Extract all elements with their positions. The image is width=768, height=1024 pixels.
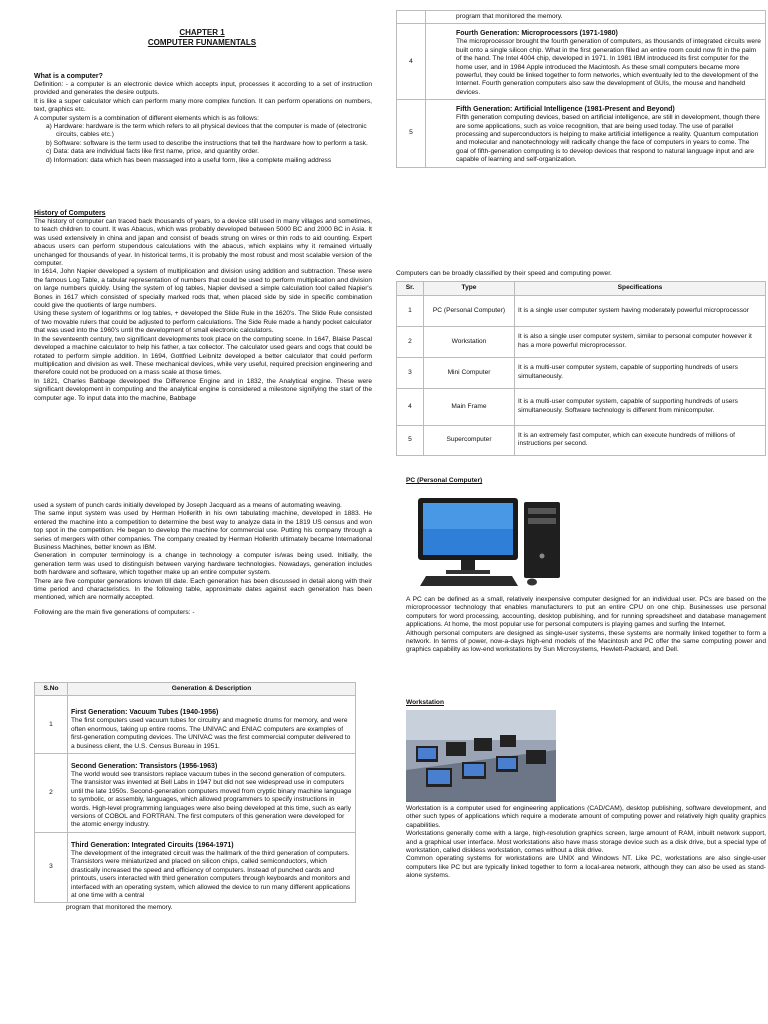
table-row	[397, 388, 766, 425]
row-number: 5	[397, 100, 426, 167]
table-row	[397, 326, 766, 357]
continued-para: used a system of punch cards initially developed by Joseph Jacquard as a means of automating weaving.	[34, 502, 342, 509]
table-top-tail: program that monitored the memory.	[426, 11, 766, 24]
history-para: The history of computer can traced back thousands of years, to a device still used in many villages and sometimes, to teach children to count. It was Abacus, which was probably developed between 5000 BC and 2000 BC in Asia. It was used extensively in china and japan and consist of beads strung on wires or thin rods to aid counting. Expert abacus users can perform stupendous calculations with the abacus, which explains why it remained virtually unchanged for thousands of year. In historical terms, it is probably the most robust and most scalable version of the computer.	[34, 218, 372, 268]
classification-intro: Computers can be broadly classified by their speed and computing power.	[396, 270, 612, 277]
table-row	[397, 100, 766, 167]
row-number: 2	[35, 754, 68, 833]
table-row	[35, 754, 356, 833]
col-sno: S.No	[35, 683, 68, 696]
generation-body: The first computers used vacuum tubes for circuitry and magnetic drums for memory, and were often enormous, taking up entire rooms. The UNIVAC and ENIAC computers are examples of first-generation computing devices. The UNIVAC was the first commercial computer delivered to a business client, the U.S. Census Bureau in 1951.	[71, 717, 351, 750]
what-section	[34, 72, 372, 165]
table-header-row	[397, 282, 766, 295]
pc-section	[406, 476, 766, 655]
history-para: In 1821, Charles Babbage developed the Difference Engine and in 1832, the Analytical engine. These were significant development in computing and the analytical engine is considered a milestone signifying the start of the computer age. To input data into the machine, Babbage	[34, 377, 372, 402]
computer-type: Supercomputer	[424, 425, 515, 455]
elements-list	[34, 123, 372, 165]
row-number: 5	[397, 425, 424, 455]
row-number: 4	[397, 24, 426, 100]
computer-lab-icon	[406, 710, 556, 802]
desktop-computer-icon	[406, 496, 766, 590]
pc-image	[406, 496, 766, 590]
chapter-label: CHAPTER 1	[179, 28, 225, 37]
history-para: In the seventeenth century, two significant developments took place on the computing scene. In 1647, Blaise Pascal developed a machine calculator to help his father, a tax collector. The calculator used gears and cogs that could be rotated to perform simple addition. In 1694, Gottfried Leibnitz developed a better calculator that could perform multiplication and division as well. These mechanical devices, while very useful, required precision engineering and therefore could not be produced on a mass scale at those times.	[34, 335, 372, 377]
computer-spec: It is a multi-user computer system, capable of supporting hundreds of users simultaneously. Software technology is different from minicomputer.	[515, 388, 766, 425]
generation-body: The world would see transistors replace vacuum tubes in the second generation of computers. The transistor was invented at Bell Labs in 1947 but did not see widespread use in computers until the late 1950s. Second-generation computers moved from cryptic binary machine language to symbolic, or assembly, languages, which allowed programmers to specify instructions in words. High-level programming languages were also being developed at this time, such as early versions of COBOL and FORTRAN. The first computers of this generation were developed for the atomic energy industry.	[71, 771, 352, 829]
table-row	[397, 24, 766, 100]
table-row	[35, 696, 356, 754]
table-row	[35, 832, 356, 902]
row-number: 1	[35, 696, 68, 754]
chapter-header	[32, 28, 372, 62]
what-heading: What is a computer?	[34, 73, 103, 80]
continued-para: Generation in computer terminology is a change in technology a computer is/was being used. Initially, the generation term was used to distinguish between varying hardware technologies. Nowadays, generation includes both hardware and software, which together make up an entire computer system.	[34, 552, 372, 577]
computer-spec: It is an extremely fast computer, which can execute hundreds of millions of instructions per second.	[515, 425, 766, 455]
history-para: In 1614, John Napier developed a system of multiplication and division using addition and subtraction. These were the famous Log Table, a tabular representation of numbers that could be used to perform multiplication and division on large numbers quickly. Using the system of log tables, Napier devised a simple calculation tool called Napier's Bones in 1617 which consisted of specially marked rods that, when placed side by side in specific combination could give the quotients of large numbers.	[34, 268, 372, 310]
what-para: It is like a super calculator which can perform many more complex function. It can perform operations on numbers, text, graphics etc.	[34, 97, 372, 114]
page-title: COMPUTER FUNAMENTALS	[147, 38, 257, 47]
table-header-row	[35, 683, 356, 696]
generation-table-continued	[396, 10, 766, 168]
table-row	[397, 295, 766, 326]
workstation-section	[406, 698, 766, 881]
col-spec: Specifications	[515, 282, 766, 295]
pc-heading: PC (Personal Computer)	[406, 477, 483, 484]
computer-type: Main Frame	[424, 388, 515, 425]
computer-spec: It is also a single user computer system, similar to personal computer however it has a more powerful microprocessor.	[515, 326, 766, 357]
history-heading: History of Computers	[34, 210, 106, 217]
generation-intro: Following are the main five generations of computers: -	[34, 608, 195, 616]
generation-body: The development of the integrated circuit was the hallmark of the third generation of computers. Transistors were miniaturized and placed on silicon chips, called semiconductors, which drastically increased the speed and efficiency of computers. Instead of punched cards and printouts, users interacted with third generation computers through keyboards and monitors and interfaced with an operating system, which allowed the device to run many different applications at one time with a central	[71, 849, 351, 899]
what-para: A computer system is a combination of different elements which is as follows:	[34, 114, 259, 122]
col-type: Type	[424, 282, 515, 295]
pc-para: Although personal computers are designed as single-user systems, these systems are normally linked together to form a network. In terms of power, now-a-days high-end models of the Macintosh and PC offer the same computing power and graphics capability as low-end workstations by Sun Microsystems, Hewlett-Packard, and Dell.	[406, 629, 766, 654]
generation-title: Second Generation: Transistors (1956-1963)	[71, 763, 218, 771]
workstation-para: Workstation is a computer used for engineering applications (CAD/CAM), desktop publishing, software development, and other such types of applications which require a moderate amount of computing power and relatively high quality graphics capabilities.	[406, 805, 766, 829]
pc-para: A PC can be defined as a small, relatively inexpensive computer designed for an individual user. PCs are based on the microprocessor technology that enables manufacturers to put an entire CPU on one chip. Businesses use personal computers for word processing, accounting, desktop publishing, and for running spreadsheet and database management applications. At home, the most popular use for personal computers is playing games and surfing the Internet.	[406, 596, 766, 629]
generation-title: Third Generation: Integrated Circuits (1964-1971)	[71, 841, 234, 849]
list-item: a) Hardware: hardware is the term which refers to all physical devices that the computer is made of (electronic circuits, cables etc.)	[46, 123, 367, 139]
row-number: 1	[397, 295, 424, 326]
col-sr: Sr.	[397, 282, 424, 295]
list-item: c) Data: data are individual facts like first name, price, and quantity order.	[46, 148, 259, 156]
classification-table	[396, 281, 766, 455]
table-row	[397, 357, 766, 388]
generation-table	[34, 682, 356, 913]
generation-body: The microprocessor brought the fourth generation of computers, as thousands of integrated circuits were built onto a single silicon chip. What in the first generation filled an entire room could now fit in the palm of the hand. The Intel 4004 chip, developed in 1971. In 1981 IBM introduced its first computer for the home user, and in 1984 Apple introduced the Macintosh. As these small computers became more powerful, they could be linked together to form networks, which eventually led to the development of the Internet. Fourth generation computers also saw the development of GUIs, the mouse and handheld devices.	[456, 38, 761, 96]
computer-type: Workstation	[424, 326, 515, 357]
workstation-para: Common operating systems for workstations are UNIX and Windows NT. Like PC, workstations are also single-user computers like PC but are typically linked together to form a local-area network, although they can also be used as stand-alone systems.	[406, 855, 766, 880]
computer-spec: It is a multi-user computer system, capable of supporting hundreds of users simultaneously.	[515, 357, 766, 388]
table-tail: program that monitored the memory.	[66, 904, 173, 912]
generation-body: Fifth generation computing devices, based on artificial intelligence, are still in development, though there are some applications, such as voice recognition, that are being used today. The use of parallel processing and superconductors is helping to make artificial intelligence a reality. Quantum computation and molecular and nanotechnology will radically change the face of computers in years to come. The goal of fifth-generation computing is to develop devices that respond to natural language input and are capable of learning and self-organization.	[456, 114, 760, 164]
what-para: Definition: - a computer is an electronic device which accepts input, processes it according to a set of instruction provided and generates the desire outputs.	[34, 81, 372, 97]
row-number: 2	[397, 326, 424, 357]
continued-para: The same input system was used by Herman Hollerith in his own tabulating machine, developed in 1883. He entered the machine into a competition to determine the best way to analyze data in the 1819 US census and won top spot in the competition. He began to develop the machine for commercial use. Putting his company through a series of mergers with other companies. The company created by Herman Hollerith ultimately became International Business Machines, better known as IBM.	[34, 510, 372, 552]
generation-title: First Generation: Vacuum Tubes (1940-1956)	[71, 709, 219, 717]
computer-type: Mini Computer	[424, 357, 515, 388]
computer-type: PC (Personal Computer)	[424, 295, 515, 326]
generation-title: Fourth Generation: Microprocessors (1971-1980)	[456, 30, 618, 38]
generation-title: Fifth Generation: Artificial Intelligence (1981-Present and Beyond)	[456, 106, 675, 114]
row-number: 3	[35, 832, 68, 902]
classification-section	[396, 270, 766, 456]
workstation-heading: Workstation	[406, 699, 444, 706]
table-row	[397, 425, 766, 455]
row-number: 3	[397, 357, 424, 388]
history-para: Using these system of logarithms or log tables, + developed the Slide Rule in the 1620's. The Slide Rule consisted of two movable rulers that could be adjusted to perform calculations. The Side Rule made a handy pocket calculator that was used into the 1960's until the development of small electronic calculators.	[34, 310, 372, 335]
continued-section	[34, 502, 372, 617]
workstation-image	[406, 710, 766, 802]
workstation-para: Workstations generally come with a large, high-resolution graphics screen, large amount of RAM, inbuilt network support, and a graphical user interface. Most workstations also have mass storage device such as a disk drive, but a special type of workstation, called diskless workstation, comes without a disk drive.	[406, 830, 766, 855]
list-item: d) Information: data which has been massaged into a useful form, like a complete mailing address	[46, 156, 332, 164]
history-section	[34, 209, 372, 403]
col-desc: Generation & Description	[68, 683, 356, 696]
continued-para: There are five computer generations known till date. Each generation has been discussed in detail along with their time period and characteristics. In the following table, approximate dates against each generation has been mentioned, which are normally accepted.	[34, 577, 372, 602]
row-number: 4	[397, 388, 424, 425]
computer-spec: It is a single user computer system having moderately powerful microprocessor	[515, 295, 766, 326]
list-item: b) Software: software is the term used to describe the instructions that tell the hardware how to perform a task.	[46, 139, 368, 147]
table-row	[397, 11, 766, 24]
